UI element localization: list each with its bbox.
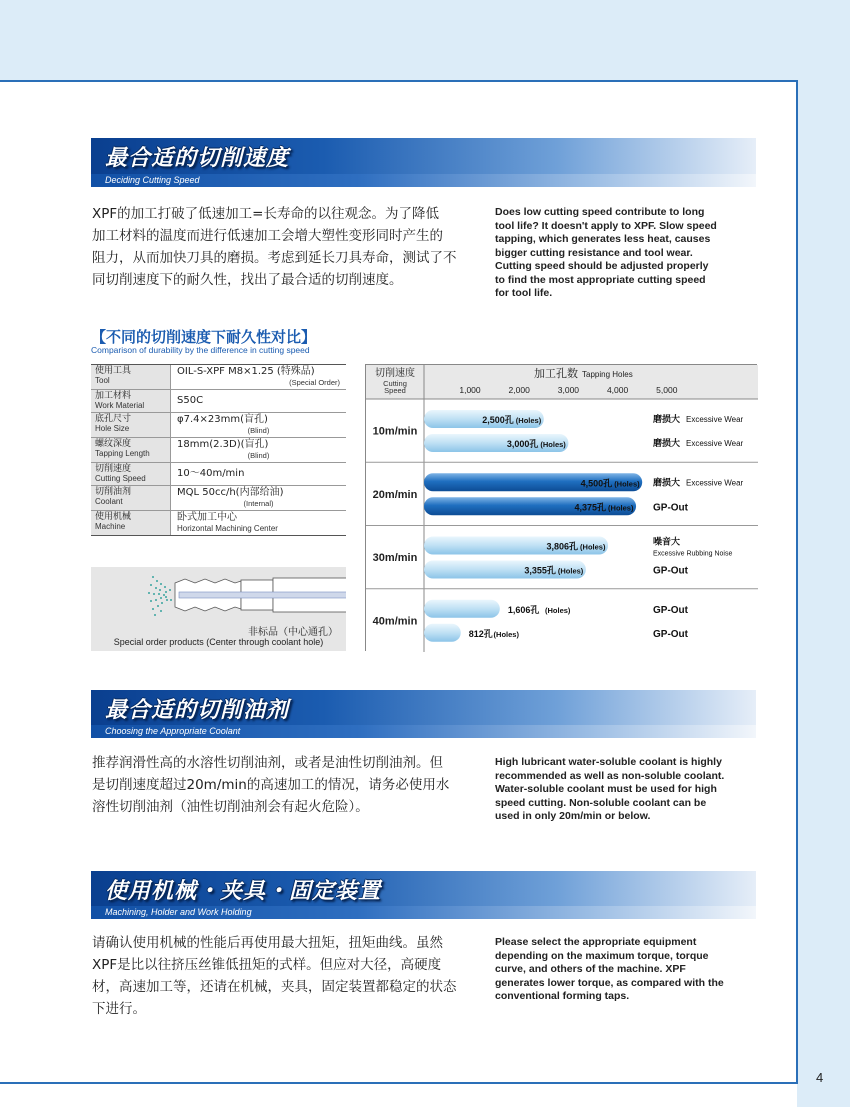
header-holes-zh: 加工孔数 [534, 367, 578, 380]
spec-label-en: Tool [95, 376, 110, 385]
spec-value-text: 卧式加工中心 [177, 512, 237, 523]
bar [424, 600, 500, 618]
bar-unit-label: (Holes) [493, 629, 519, 639]
coolant-spray-icon [148, 576, 172, 616]
section-header-cutting-speed [91, 138, 756, 174]
bar-value-label: 1,606孔 [507, 604, 540, 615]
bar-value-label: 3,355孔 [524, 565, 556, 576]
result-label-en: GP-Out [653, 628, 688, 640]
spec-label [91, 390, 171, 412]
section-header-coolant [91, 690, 756, 726]
spec-value-text: 18mm(2.3D)(盲孔) [177, 439, 269, 450]
spec-note: (Blind) [247, 426, 270, 435]
coolant-hole [179, 592, 346, 598]
x-tick-label: 2,000 [508, 385, 530, 395]
spec-value [171, 463, 346, 485]
text-line: XPF是比以往挤压丝锥低扭矩的式样。但应对大径，高硬度 [92, 957, 442, 973]
text-line: 加工材料的温度而进行低速加工会增大塑性变形同时产生的 [92, 228, 443, 244]
text-line: conventional forming taps. [495, 990, 630, 1002]
spec-value [171, 511, 346, 535]
section-subtitle-bar [91, 174, 756, 187]
durability-chart [365, 364, 757, 651]
spec-label-zh: 切削油剂 [95, 487, 132, 497]
spec-label-en: Hole Size [95, 424, 130, 433]
tool-illustration [91, 567, 346, 651]
spec-row [91, 390, 346, 413]
x-tick-label: 4,000 [606, 385, 629, 395]
bar-value-label: 4,500孔 [580, 478, 613, 489]
spec-note: (Blind) [247, 451, 270, 460]
spec-label [91, 486, 171, 510]
spec-label-zh: 加工材料 [95, 391, 132, 401]
result-label-zh: 磨损大 [653, 415, 681, 425]
spec-value-text: φ7.4×23mm(盲孔) [177, 414, 268, 425]
spec-value [171, 486, 346, 510]
spec-value [171, 413, 346, 437]
spec-value-text: MQL 50cc/h(内部给油) [177, 487, 284, 498]
spec-label [91, 365, 171, 389]
tool-caption-en: Special order products (Center through coolant hole) [113, 637, 324, 647]
result-label-en: GP-Out [653, 502, 688, 514]
section-header-machining [91, 871, 756, 907]
text-line: Does low cutting speed contribute to long [495, 206, 705, 218]
spec-label-en: Tapping Length [95, 449, 150, 458]
machining-en-text [495, 936, 757, 1004]
page-number: 4 [816, 1070, 824, 1085]
spec-table [91, 364, 346, 536]
machining-zh-text [92, 932, 472, 1020]
bar-value-label: 3,000孔 [506, 439, 539, 449]
header-speed-en: Speed [384, 386, 406, 395]
text-line: Please select the appropriate equipment [495, 936, 697, 948]
bar-unit-label: (Holes) [580, 542, 606, 552]
spec-row [91, 511, 346, 535]
text-line: tool life? It doesn't apply to XPF. Slow speed [495, 219, 717, 232]
text-line: to find the most appropriate cutting speed [495, 273, 706, 286]
bar-value-label: 812孔 [468, 628, 493, 639]
section-title: 最合适的切削油剂 [105, 698, 290, 723]
bar-unit-label: (Holes) [557, 566, 584, 576]
coolant-zh-text [92, 752, 472, 818]
spec-label-zh: 使用工具 [95, 366, 132, 376]
text-line: Water-soluble coolant must be used for high [495, 783, 717, 795]
section-subtitle: Choosing the Appropriate Coolant [105, 726, 241, 736]
text-line: bigger cutting resistance and tool wear. [495, 246, 693, 259]
spec-label-en: Machine [95, 522, 126, 531]
result-label-en: GP-Out [653, 604, 688, 616]
comparison-subtitle: Comparison of durability by the difference in cutting speed [91, 345, 310, 355]
text-line: speed cutting. Non-soluble coolant can be [495, 796, 707, 809]
spec-label [91, 438, 171, 462]
spec-label-zh: 螺纹深度 [95, 439, 132, 449]
section-subtitle-bar [91, 906, 756, 919]
tool-caption-zh: 非标品（中心通孔） [248, 627, 338, 638]
section-subtitle: Deciding Cutting Speed [105, 175, 200, 185]
text-line: 材，高速加工等，还请在机械，夹具，固定装置都稳定的状态 [92, 979, 457, 995]
text-line: 溶性切削油剂（油性切削油剂会有起火危险）。 [92, 799, 369, 815]
header-speed-zh: 切削速度 [375, 368, 415, 379]
spec-value [171, 390, 346, 412]
section-title: 使用机械・夹具・固定装置 [105, 879, 382, 904]
bar-unit-label: (Holes) [614, 479, 640, 489]
section-title: 最合适的切削速度 [105, 146, 290, 171]
cutting-speed-en-text [495, 206, 757, 301]
bar-value-label: 2,500孔 [482, 415, 514, 425]
spec-value [171, 438, 346, 462]
bar-unit-label: (Holes) [608, 503, 634, 513]
spec-label-zh: 切削速度 [95, 464, 132, 474]
bar-value-label: 3,806孔 [546, 541, 579, 552]
speed-label: 30m/min [372, 552, 418, 565]
spec-label-en: Coolant [95, 497, 123, 506]
right-band [797, 80, 850, 1107]
spec-row [91, 413, 346, 438]
spec-label [91, 413, 171, 437]
bar-value-label: 4,375孔 [574, 502, 607, 513]
text-line: generates lower torque, as compared with the [495, 976, 724, 989]
comparison-title: 【不同的切削速度下耐久性对比】 [91, 328, 317, 346]
speed-label: 40m/min [372, 615, 418, 628]
result-label-en: Excessive Wear [686, 439, 744, 448]
spec-row [91, 486, 346, 511]
section-subtitle: Machining, Holder and Work Holding [105, 907, 252, 917]
result-label-zh: 噪音大 [653, 537, 681, 548]
header-holes-en: Tapping Holes [582, 370, 633, 379]
text-line: curve, and others of the machine. XPF [495, 963, 686, 975]
text-line: for tool life. [495, 287, 553, 299]
top-band [0, 0, 850, 80]
spec-label [91, 511, 171, 535]
spec-row [91, 365, 346, 390]
section-subtitle-bar [91, 725, 756, 738]
text-line: 推荐润滑性高的水溶性切削油剂，或者是油性切削油剂。但 [92, 755, 443, 771]
bar [424, 624, 461, 642]
spec-value-en: Horizontal Machining Center [177, 524, 278, 533]
coolant-en-text [495, 756, 757, 824]
bar-unit-label: (Holes) [540, 440, 566, 449]
result-label-en: Excessive Wear [686, 478, 744, 488]
bar-unit-label: (Holes) [545, 605, 571, 615]
text-line: depending on the maximum torque, torque [495, 949, 709, 962]
spec-label-en: Work Material [95, 401, 145, 410]
result-label-en: Excessive Rubbing Noise [653, 550, 733, 558]
spec-label [91, 463, 171, 485]
text-line: recommended as well as non-soluble coolant. [495, 769, 725, 782]
spec-label-zh: 使用机械 [95, 512, 132, 522]
durability-chart-svg [366, 365, 758, 652]
header-speed-en: Cutting [383, 379, 407, 388]
text-line: tapping, which generates less heat, causes [495, 233, 711, 245]
x-tick-label: 1,000 [459, 385, 481, 395]
tap-drawing [91, 567, 346, 623]
spec-value-text: S50C [177, 395, 204, 406]
x-tick-label: 5,000 [656, 385, 678, 395]
bar-unit-label: (Holes) [515, 416, 542, 425]
result-label-en: Excessive Wear [686, 415, 744, 424]
spec-value-text: 10～40m/min [177, 468, 245, 479]
spec-value [171, 365, 346, 389]
spec-row [91, 463, 346, 486]
text-line: 阻力，从而加快刀具的磨损。考虑到延长刀具寿命，测试了不 [92, 250, 457, 266]
spec-label-en: Cutting Speed [95, 474, 146, 483]
text-line: 下进行。 [92, 1001, 146, 1017]
result-label-zh: 磨损大 [653, 439, 681, 449]
result-label-en: GP-Out [653, 565, 688, 577]
result-label-zh: 磨损大 [653, 478, 681, 489]
x-tick-label: 3,000 [557, 385, 580, 395]
speed-label: 10m/min [372, 425, 418, 438]
text-line: 同切削速度下的耐久性，找出了最合适的切削速度。 [92, 272, 403, 288]
text-line: High lubricant water-soluble coolant is highly [495, 756, 722, 768]
cutting-speed-zh-text [92, 203, 472, 291]
text-line: XPF的加工打破了低速加工=长寿命的以往观念。为了降低 [92, 206, 439, 222]
text-line: used in only 20m/min or below. [495, 810, 651, 822]
text-line: 请确认使用机械的性能后再使用最大扭矩，扭矩曲线。虽然 [92, 935, 443, 951]
speed-label: 20m/min [372, 488, 418, 501]
spec-label-zh: 底孔尺寸 [95, 414, 132, 424]
spec-row [91, 438, 346, 463]
spec-note: (Internal) [243, 499, 274, 508]
text-line: 是切削速度超过20m/min的高速加工的情况，请务必使用水 [92, 777, 450, 793]
text-line: Cutting speed should be adjusted properly [495, 260, 709, 272]
spec-value-text: OIL-S-XPF M8×1.25 (特殊品) [177, 366, 315, 377]
spec-note: (Special Order) [289, 378, 340, 387]
